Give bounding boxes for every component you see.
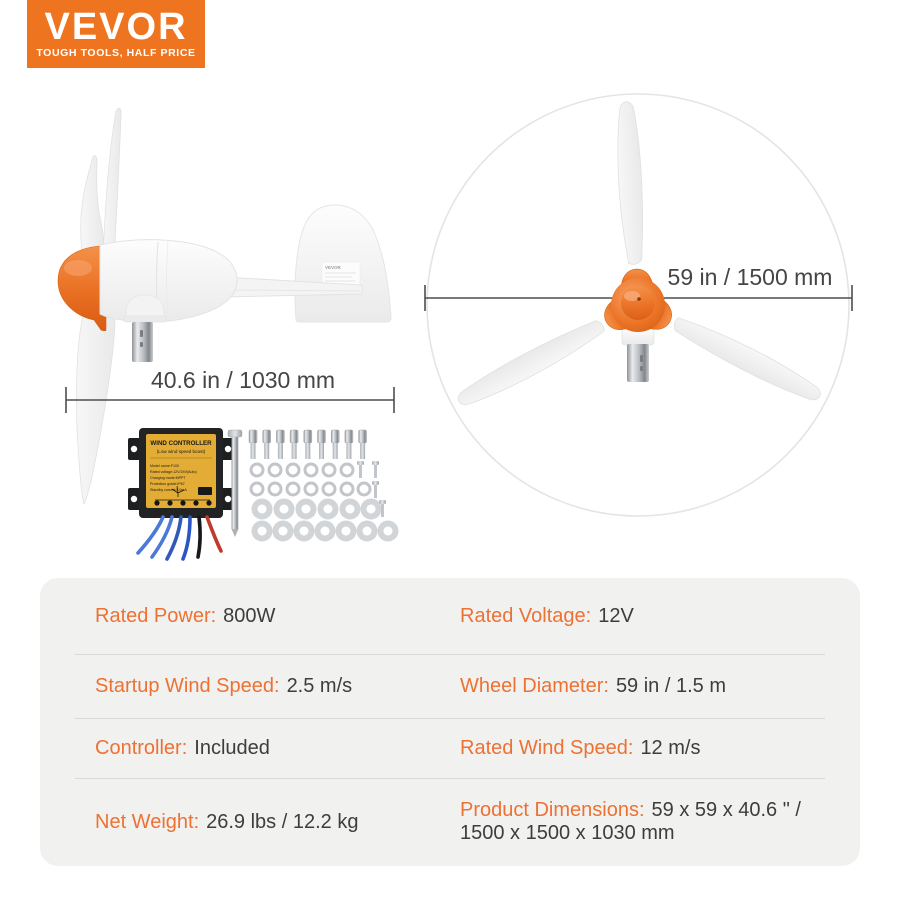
controller-spec-line: Model name:F100 [150, 464, 179, 468]
svg-text:VEVOR: VEVOR [325, 265, 341, 270]
front-view-turbine [425, 94, 852, 516]
side-nose-cone [58, 246, 106, 331]
spec-rated-power [75, 605, 450, 628]
spec-controller [75, 737, 450, 760]
spec-row-power-voltage [75, 578, 825, 655]
battery-icon [198, 487, 212, 495]
spec-label: Rated Power: [95, 604, 217, 627]
controller-wires [138, 517, 221, 559]
front-dimension-label: 59 in / 1500 mm [667, 264, 833, 290]
spec-net-weight [75, 811, 450, 834]
spec-label: Rated Wind Speed: [460, 736, 634, 759]
side-blade-bottom [76, 299, 115, 504]
controller-spec-line: Rated voltage:12V/24V(Auto) [150, 470, 197, 474]
spec-row-wind-diameter [75, 655, 825, 718]
brand-tagline: TOUGH TOOLS, HALF PRICE [36, 47, 196, 59]
controller-spec-line: Protection grade:IP67 [150, 482, 185, 486]
spec-value: 59 in / 1.5 m [615, 674, 726, 697]
side-dimension-label: 40.6 in / 1030 mm [150, 367, 336, 393]
controller-subtitle: (Low wind speed boost) [156, 449, 206, 454]
spec-wheel-diameter [450, 675, 825, 698]
spec-product-dimensions [450, 799, 825, 845]
controller-spec-line: Charging mode:MPPT [150, 476, 186, 480]
spec-row-controller-windspeed [75, 719, 825, 779]
mounting-hardware [228, 430, 396, 539]
small-screw [372, 481, 379, 498]
spec-value: 2.5 m/s [286, 674, 353, 697]
spec-label: Rated Voltage: [460, 604, 592, 627]
spec-value: 59 x 59 x 40.6 " / 1500 x 1500 x 1030 mm [460, 799, 801, 845]
spec-rated-wind-speed [450, 737, 825, 760]
controller-title: WIND CONTROLLER [150, 440, 212, 447]
brand-name: VEVOR [44, 6, 188, 48]
spec-label: Startup Wind Speed: [95, 674, 280, 697]
side-blade-tall [103, 108, 121, 260]
spec-label: Net Weight: [95, 810, 200, 833]
large-washers-row-2 [255, 524, 396, 539]
controller-spec-line: Standby current:5.0mA [150, 488, 187, 492]
specs-panel [40, 578, 860, 866]
side-shaft [124, 295, 166, 362]
spec-label: Controller: [95, 736, 188, 759]
nacelle-body [100, 240, 237, 322]
spec-value: 800W [223, 604, 276, 627]
small-washers-row-1 [251, 464, 353, 476]
large-washers-row-1 [255, 502, 379, 517]
spec-rated-voltage [450, 605, 825, 628]
spec-startup-wind-speed [75, 675, 450, 698]
spec-value: 26.9 lbs / 12.2 kg [206, 810, 359, 833]
small-screw [357, 461, 379, 478]
bolts-row [249, 430, 367, 459]
small-washers-row-2 [251, 483, 370, 495]
spec-label: Wheel Diameter: [460, 674, 609, 697]
spec-value: 12V [598, 604, 634, 627]
spec-label: Product Dimensions: [460, 799, 645, 822]
spec-value: 12 m/s [640, 736, 701, 759]
spec-value: Included [194, 736, 270, 759]
spec-row-weight-dimensions [75, 779, 825, 866]
wind-controller [128, 428, 234, 559]
